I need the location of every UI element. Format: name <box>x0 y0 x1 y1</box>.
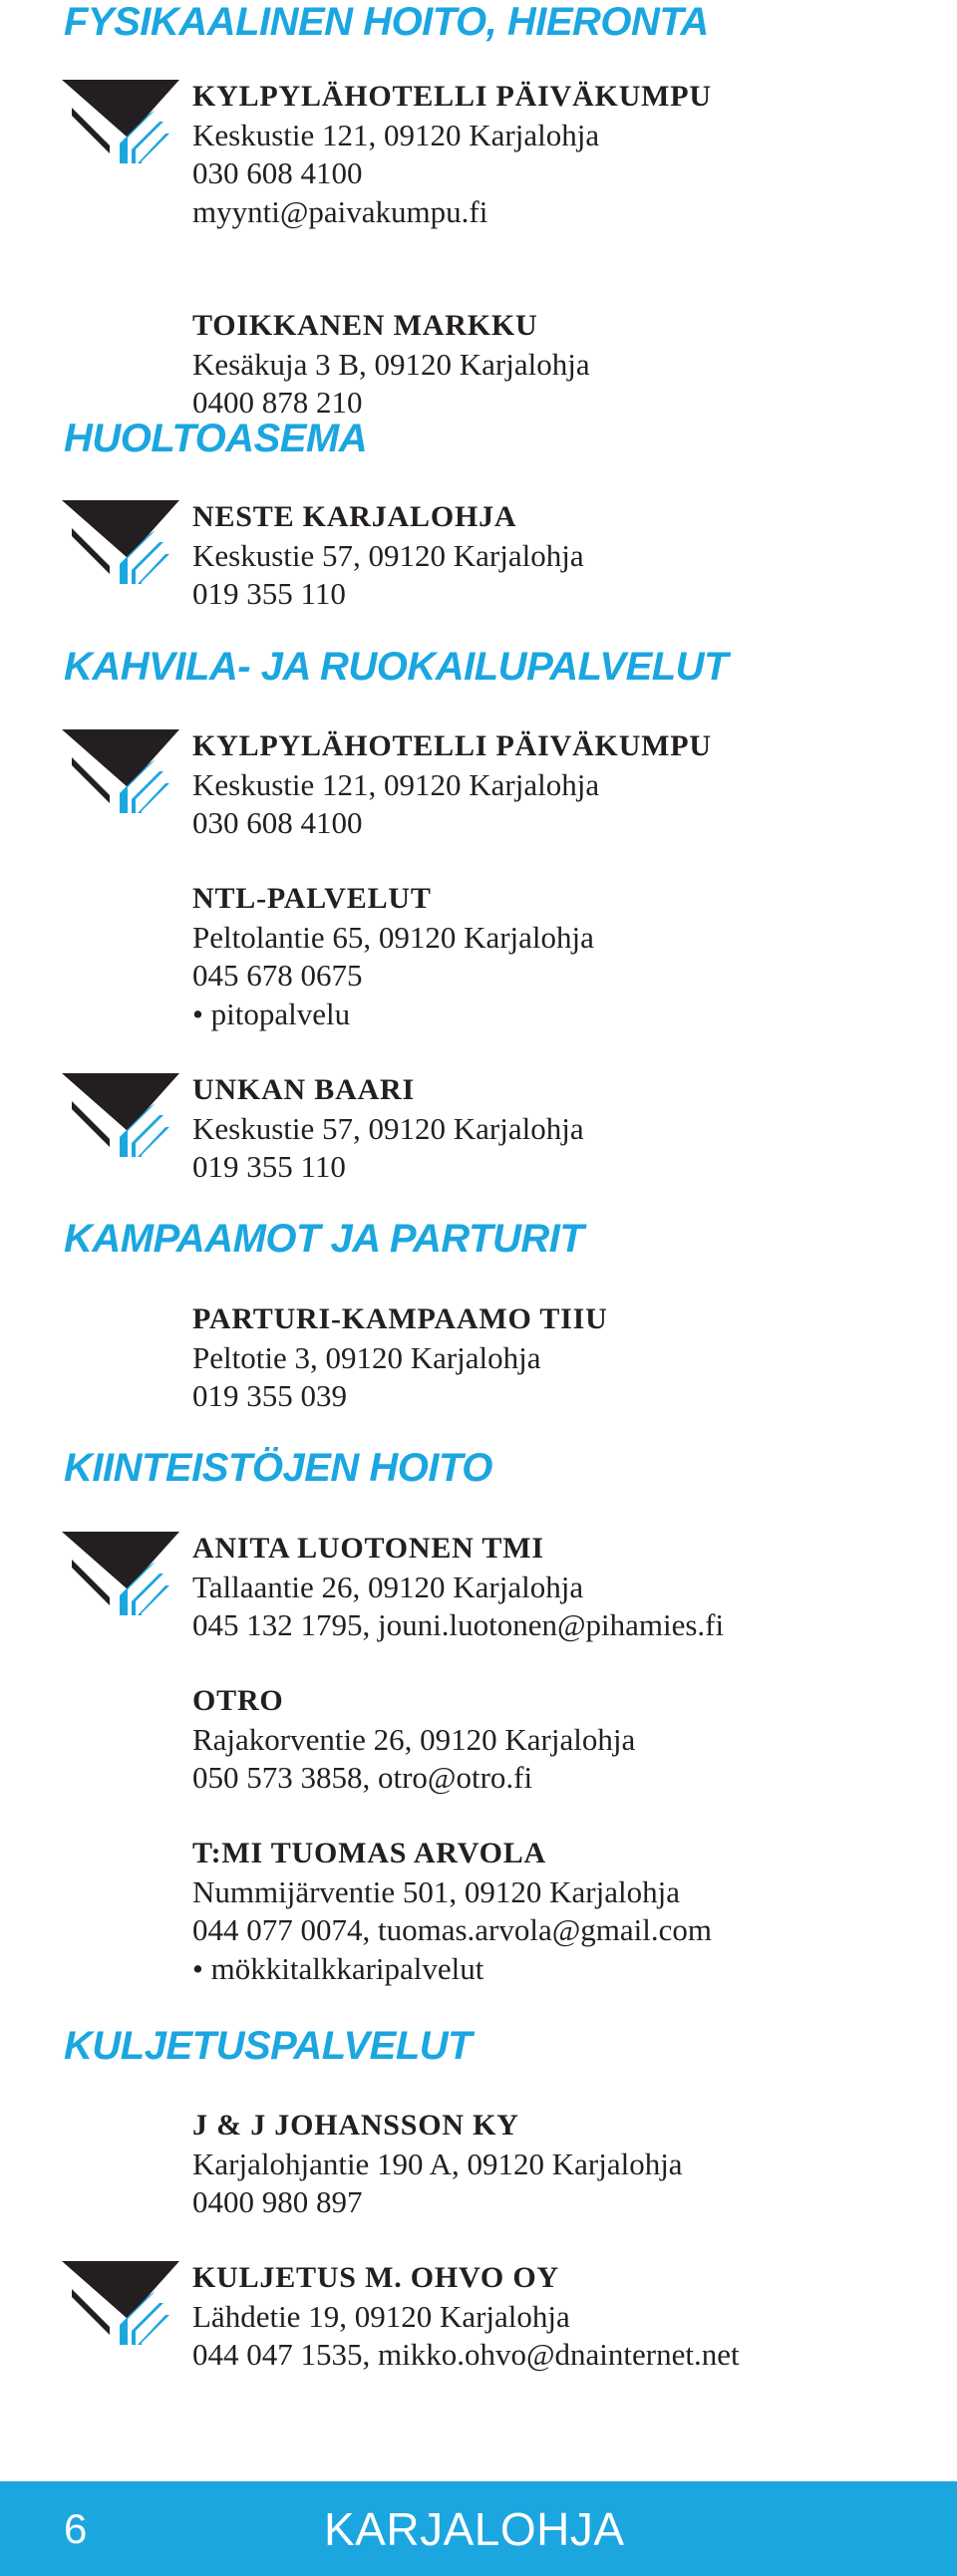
listing-name: J & J JOHANSSON KY <box>192 2109 519 2142</box>
listing-name: T:MI TUOMAS ARVOLA <box>192 1837 546 1869</box>
region-name: KARJALOHJA <box>324 2503 625 2555</box>
category-heading-kahvila-ja-ruokailupalvelut: KAHVILA- JA RUOKAILUPALVELUT <box>64 645 728 689</box>
listing-detail-line: Keskustie 121, 09120 Karjalohja <box>192 117 600 152</box>
listing-name: UNKAN BAARI <box>192 1073 415 1106</box>
listing-kuljetus-m-ohvo-oy <box>192 2259 740 2375</box>
listing-logo-icon <box>62 1532 179 1615</box>
category-heading-kuljetuspalvelut: KULJETUSPALVELUT <box>64 2024 473 2068</box>
category-heading-kiinteistojen-hoito: KIINTEISTÖJEN HOITO <box>64 1446 492 1490</box>
listing-logo-icon <box>62 2261 179 2345</box>
listing-logo-icon <box>62 1073 179 1157</box>
listing-name: NESTE KARJALOHJA <box>192 500 517 533</box>
listing-unkan-baari <box>192 1071 584 1187</box>
listing-name: NTL-PALVELUT <box>192 882 432 915</box>
listing-detail-line: Nummijärventie 501, 09120 Karjalohja <box>192 1873 680 1909</box>
listing-detail-line: Lähdetie 19, 09120 Karjalohja <box>192 2298 570 2334</box>
page-number: 6 <box>64 2505 88 2552</box>
listing-j-j-johansson-ky <box>192 2107 683 2222</box>
listing-detail-line: 019 355 110 <box>192 576 346 611</box>
listing-detail-line: 0400 878 210 <box>192 385 363 420</box>
listing-detail-line: 045 678 0675 <box>192 958 363 993</box>
listing-detail-line: Tallaantie 26, 09120 Karjalohja <box>192 1569 584 1604</box>
listing-detail-line: 030 608 4100 <box>192 805 363 840</box>
category-heading-fysikaalinen-hoito-hieronta: FYSIKAALINEN HOITO, HIERONTA <box>64 0 709 44</box>
listing-otro <box>192 1682 635 1798</box>
listing-name: ANITA LUOTONEN TMI <box>192 1532 544 1565</box>
listing-name: KYLPYLÄHOTELLI PÄIVÄKUMPU <box>192 729 712 762</box>
listing-toikkanen-markku <box>192 307 590 423</box>
listing-detail-line: 044 077 0074, tuomas.arvola@gmail.com <box>192 1912 713 1947</box>
listing-detail-line: • mökkitalkkaripalvelut <box>192 1950 484 1986</box>
listing-detail-line: 030 608 4100 <box>192 155 363 190</box>
listing-neste-karjalohja <box>192 498 584 614</box>
listing-parturi-kampaamo-tiiu <box>192 1300 608 1416</box>
listing-name: PARTURI-KAMPAAMO TIIU <box>192 1302 608 1335</box>
listing-detail-line: Keskustie 57, 09120 Karjalohja <box>192 537 584 573</box>
listing-name: KULJETUS M. OHVO OY <box>192 2261 559 2294</box>
listing-logo-icon <box>62 80 179 163</box>
category-heading-huoltoasema: HUOLTOASEMA <box>64 417 368 460</box>
listing-kylpylahotelli-paivakumpu <box>192 727 712 843</box>
listing-detail-line: Peltolantie 65, 09120 Karjalohja <box>192 919 594 955</box>
listing-t-mi-tuomas-arvola <box>192 1835 712 1988</box>
listing-kylpylahotelli-paivakumpu <box>192 78 712 231</box>
listing-detail-line: Peltotie 3, 09120 Karjalohja <box>192 1339 541 1375</box>
listing-detail-line: myynti@paivakumpu.fi <box>192 193 488 229</box>
listing-detail-line: Keskustie 57, 09120 Karjalohja <box>192 1110 584 1146</box>
listing-name: TOIKKANEN MARKKU <box>192 309 538 342</box>
category-heading-kampaamot-ja-parturit: KAMPAAMOT JA PARTURIT <box>64 1217 584 1261</box>
listing-detail-line: 0400 980 897 <box>192 2184 363 2219</box>
page-footer <box>0 2481 957 2576</box>
listing-logo-icon <box>62 500 179 584</box>
listing-detail-line: 050 573 3858, otro@otro.fi <box>192 1760 533 1795</box>
listing-name: KYLPYLÄHOTELLI PÄIVÄKUMPU <box>192 80 712 113</box>
listing-detail-line: 019 355 039 <box>192 1378 347 1413</box>
listing-logo-icon <box>62 729 179 813</box>
listing-ntl-palvelut <box>192 880 594 1033</box>
listing-detail-line: • pitopalvelu <box>192 996 351 1031</box>
listing-detail-line: 045 132 1795, jouni.luotonen@pihamies.fi <box>192 1607 725 1642</box>
listing-name: OTRO <box>192 1684 284 1717</box>
listing-detail-line: Keskustie 121, 09120 Karjalohja <box>192 766 600 802</box>
listing-anita-luotonen-tmi <box>192 1530 724 1645</box>
listing-detail-line: 044 047 1535, mikko.ohvo@dnainternet.net <box>192 2337 740 2372</box>
listing-detail-line: Karjalohjantie 190 A, 09120 Karjalohja <box>192 2146 683 2181</box>
listing-detail-line: Kesäkuja 3 B, 09120 Karjalohja <box>192 346 590 382</box>
listing-detail-line: 019 355 110 <box>192 1149 346 1184</box>
listing-detail-line: Rajakorventie 26, 09120 Karjalohja <box>192 1721 636 1757</box>
